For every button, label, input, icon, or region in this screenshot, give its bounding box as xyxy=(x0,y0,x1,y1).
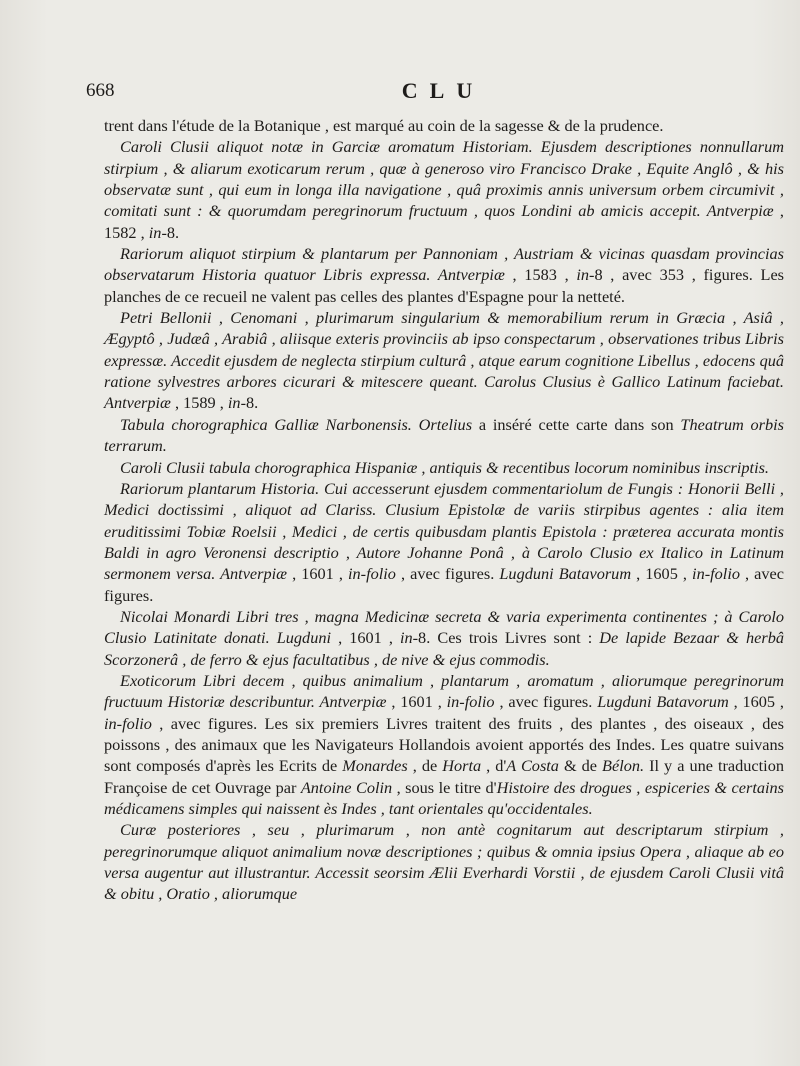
roman-text: , sous le titre d' xyxy=(392,777,497,797)
roman-text: , 1605 , xyxy=(631,564,693,584)
italic-text: Tabula chorographica Galliæ Narbonensis. Ortelius xyxy=(120,414,473,434)
italic-text: A Costa xyxy=(506,756,559,776)
paragraph xyxy=(104,606,784,670)
roman-text: -8 , avec 353 , figures. Les planches de ce recueil ne valent pas celles des plantes d'Espagne pour la netteté. xyxy=(104,265,785,306)
roman-text: & de xyxy=(558,756,603,776)
roman-text: -8. xyxy=(240,393,259,413)
paragraph xyxy=(104,307,784,414)
italic-text: in xyxy=(399,628,413,648)
roman-text: , d' xyxy=(481,756,507,776)
italic-text: in xyxy=(227,393,241,413)
italic-text: Exoticorum Libri decem , quibus animalium , plantarum , aromatum , aliorumque peregrinorum fructuum Historiæ describuntur. Antverpiæ xyxy=(104,670,784,712)
italic-text: De lapide Bezaar & herbâ Scorzonerâ , de ferro & ejus facultatibus , de nive & ejus commodis. xyxy=(104,628,785,669)
italic-text: Bélon. xyxy=(602,756,645,776)
paragraph xyxy=(104,243,784,307)
roman-text: -8. Ces trois Livres sont : xyxy=(412,628,600,648)
italic-text: Horta xyxy=(442,756,482,776)
roman-text: , avec figures. Les six premiers Livres traitent des fruits , des plantes , des oiseaux , des poissons , des animaux que les Navigateurs Hollandois avoient apportés des Indes. Les quatre suivans sont composés d'après les Ecrits de xyxy=(104,713,784,776)
italic-text: Petri Bellonii , Cenomani , plurimarum singularium & memorabilium rerum in Græcia , Asiâ , Ægyptô , Judæâ , Arabiâ , aliisque exteris provinciis ab ipso conspectarum , observationes tribus Libris expressæ. Accedit ejusdem de neglecta stirpium culturâ , atque earum cognitione Libellus , edocens quâ ratione sylvestres arbores cicurari & mitescere queant. Carolus Clusius è Gallico Latinum faciebat. Antverpiæ xyxy=(104,308,784,413)
page-header xyxy=(86,78,760,106)
roman-text: , 1582 , xyxy=(104,201,784,242)
roman-text: , 1601 , xyxy=(386,692,447,712)
italic-text: Caroli Clusii aliquot notæ in Garciæ aromatum Historiam. Ejusdem descriptiones nonnullarum stirpium , & aliarum exoticarum rerum , quæ à generoso viro Francisco Drake , Equite Anglô , & his observatæ sunt , qui eum in longa illa navigatione , quâ proximis annis universum orbem circumivit , comitati sunt : & quorumdam peregrinorum fructuum , quos Londini ab amicis accepit. Antverpiæ xyxy=(104,137,784,221)
roman-text: , de xyxy=(407,756,443,776)
italic-text: in-folio xyxy=(104,713,152,733)
paragraph xyxy=(104,457,784,478)
italic-text: Monardes xyxy=(342,756,408,776)
italic-text: in-folio xyxy=(348,564,396,584)
paragraph xyxy=(104,115,784,136)
italic-text: Lugduni Batavorum xyxy=(499,564,632,584)
italic-text: in xyxy=(148,222,162,242)
roman-text: trent dans l'étude de la Botanique , est marqué au coin de la sagesse & de la prudence. xyxy=(104,116,664,135)
running-head: CLU xyxy=(401,78,485,103)
roman-text: , 1605 , xyxy=(728,692,784,712)
italic-text: Antoine Colin xyxy=(300,777,393,797)
italic-text: Theatrum orbis terrarum. xyxy=(104,414,785,456)
roman-text: , avec figures. xyxy=(494,692,598,712)
italic-text: in-folio xyxy=(692,564,740,584)
italic-text: Caroli Clusii tabula chorographica Hispaniæ , antiquis & recentibus locorum nominibus inscriptis. xyxy=(120,457,770,477)
roman-text: , 1601 , xyxy=(331,628,400,648)
paragraph xyxy=(104,414,784,457)
italic-text: Rariorum plantarum Historia. Cui accesserunt ejusdem commentariolum de Fungis : Honorii Belli , Medici doctissimi , aliquot ad Clariss. Clusium Epistolæ de variis stirpibus agentes : alia item eruditissimi Tobiæ Roelsii , Medici , de certis quibusdam plantis Epistola : præterea accurata montis Baldi in agro Veronensi descriptio , Autore Johanne Ponâ , à Carolo Clusio ex Italico in Latinum sermonem versa. Antverpiæ xyxy=(104,478,784,584)
italic-text: in xyxy=(576,265,590,285)
italic-text: Nicolai Monardi Libri tres , magna Medicinæ secreta & varia experimenta continentes ; à Carolo Clusio Latinitate donati. Lugduni xyxy=(104,606,784,648)
roman-text: -8. xyxy=(161,222,180,242)
body-text xyxy=(104,115,784,905)
roman-text: Il y a une traduction Françoise de cet Ouvrage par xyxy=(104,756,784,797)
italic-text: Curæ posteriores , seu , plurimarum , non antè cognitarum aut descriptarum stirpium , peregrinorumque aliquot animalium novæ descriptiones ; quibus & omnia ipsius Opera , aliaque ab eo versa augentur aut illustrantur. Accessit seorsim Ælii Everhardi Vorstii , de ejusdem Caroli Clusii vitâ & obitu , Oratio , aliorumque xyxy=(104,820,784,904)
italic-text: Histoire des drogues , espiceries & certains médicamens simples qui naissent ès Indes , tant orientales qu'occidentales. xyxy=(104,777,785,818)
italic-text: Rariorum aliquot stirpium & plantarum per Pannoniam , Austriam & vicinas quasdam provincias observatarum Historia quatuor Libris expressa. Antverpiæ xyxy=(104,244,784,285)
roman-text: , 1589 , xyxy=(170,393,228,413)
italic-text: Lugduni Batavorum xyxy=(597,692,729,712)
page-number: 668 xyxy=(86,80,115,101)
italic-text: in-folio xyxy=(446,692,495,712)
paragraph xyxy=(104,478,784,606)
paragraph xyxy=(104,136,784,243)
roman-text: , 1601 , xyxy=(287,564,348,584)
roman-text: , 1583 , xyxy=(504,265,577,285)
roman-text: a inséré cette carte dans son xyxy=(472,414,681,434)
paragraph xyxy=(104,819,784,904)
roman-text: , avec figures. xyxy=(104,564,785,605)
roman-text: , avec figures. xyxy=(395,564,500,584)
paragraph xyxy=(104,670,784,819)
